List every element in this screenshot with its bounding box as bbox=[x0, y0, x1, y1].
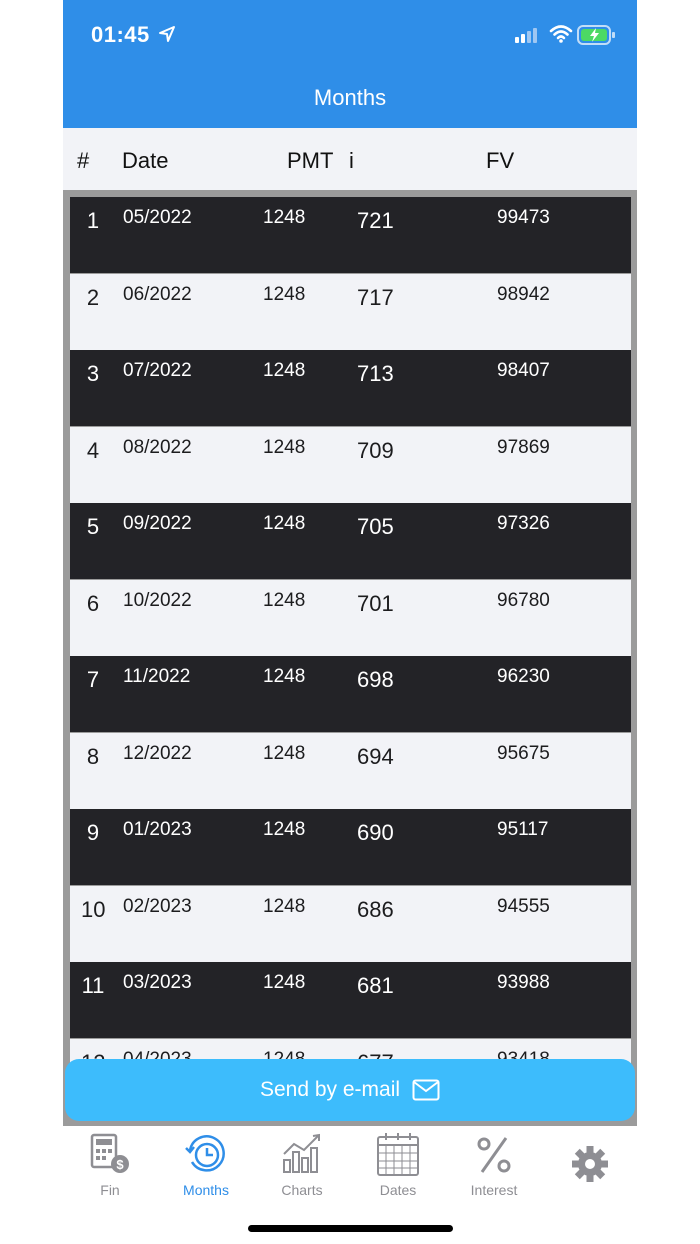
row-number: 11 bbox=[81, 973, 105, 998]
row-interest: 686 bbox=[357, 896, 394, 922]
row-fv: 99473 bbox=[497, 207, 550, 228]
row-number: 4 bbox=[86, 437, 100, 463]
clock-refresh-icon bbox=[182, 1130, 230, 1178]
row-interest: 690 bbox=[357, 820, 394, 845]
row-interest: 681 bbox=[357, 973, 394, 998]
row-number: 8 bbox=[86, 743, 100, 769]
calendar-icon bbox=[374, 1130, 422, 1178]
row-date: 05/2022 bbox=[123, 207, 192, 228]
row-pmt: 1248 bbox=[263, 972, 306, 993]
row-pmt: 1248 bbox=[263, 742, 306, 764]
months-table[interactable] bbox=[70, 197, 631, 1055]
calculator-dollar-icon bbox=[86, 1130, 134, 1178]
months-table-frame bbox=[63, 190, 637, 1126]
tab-months-label: Months bbox=[183, 1182, 229, 1198]
row-interest: 721 bbox=[357, 208, 394, 233]
tab-months[interactable] bbox=[161, 1130, 251, 1198]
header-fv: FV bbox=[486, 148, 515, 173]
table-row[interactable] bbox=[70, 656, 631, 732]
table-row[interactable] bbox=[70, 350, 631, 426]
tab-fin-label: Fin bbox=[100, 1182, 120, 1198]
row-number: 5 bbox=[86, 514, 100, 539]
tab-dates[interactable] bbox=[353, 1130, 443, 1198]
row-pmt: 1248 bbox=[263, 207, 306, 228]
row-pmt: 1248 bbox=[263, 589, 306, 611]
wifi-icon bbox=[549, 24, 573, 44]
battery-charging-icon bbox=[577, 24, 617, 46]
row-interest: 713 bbox=[357, 361, 394, 386]
row-number: 3 bbox=[86, 361, 100, 386]
table-row[interactable] bbox=[70, 580, 631, 656]
row-date: 02/2023 bbox=[123, 895, 192, 917]
row-fv: 93988 bbox=[497, 972, 550, 993]
status-time: 01:45 bbox=[91, 22, 150, 47]
row-interest: 705 bbox=[357, 514, 394, 539]
row-fv: 96780 bbox=[497, 589, 550, 611]
table-row[interactable] bbox=[70, 503, 631, 579]
row-interest: 698 bbox=[357, 667, 394, 692]
row-interest: 717 bbox=[357, 284, 394, 310]
row-pmt: 1248 bbox=[263, 895, 306, 917]
row-date: 08/2022 bbox=[123, 436, 192, 458]
row-fv: 97326 bbox=[497, 513, 550, 534]
row-date: 10/2022 bbox=[123, 589, 192, 611]
tab-fin[interactable] bbox=[65, 1130, 155, 1198]
row-date: 07/2022 bbox=[123, 360, 192, 381]
page-title: Months bbox=[313, 85, 387, 110]
row-date: 01/2023 bbox=[123, 819, 192, 840]
row-number: 6 bbox=[86, 590, 100, 616]
gear-icon bbox=[566, 1130, 614, 1178]
bar-chart-icon bbox=[278, 1130, 326, 1178]
percent-icon bbox=[470, 1130, 518, 1178]
row-interest: 694 bbox=[357, 743, 394, 769]
table-header bbox=[63, 128, 637, 190]
send-email-button[interactable] bbox=[65, 1059, 635, 1121]
table-row[interactable] bbox=[70, 886, 631, 962]
row-date: 12/2022 bbox=[123, 742, 192, 764]
header-pmt: PMT bbox=[287, 148, 334, 173]
table-row[interactable] bbox=[70, 274, 631, 350]
tab-interest-label: Interest bbox=[470, 1182, 518, 1198]
row-pmt: 1248 bbox=[263, 819, 306, 840]
home-indicator[interactable] bbox=[248, 1225, 453, 1232]
tab-settings[interactable] bbox=[545, 1130, 635, 1182]
table-row[interactable] bbox=[70, 197, 631, 273]
tab-charts-label: Charts bbox=[281, 1182, 323, 1198]
row-date: 06/2022 bbox=[123, 283, 192, 305]
row-number: 1 bbox=[86, 208, 100, 233]
row-date: 11/2022 bbox=[123, 666, 191, 687]
row-fv: 98942 bbox=[497, 283, 550, 305]
mail-icon bbox=[412, 1079, 440, 1101]
table-row[interactable] bbox=[70, 809, 631, 885]
tab-dates-label: Dates bbox=[379, 1182, 417, 1198]
row-date: 03/2023 bbox=[123, 972, 192, 993]
row-interest: 701 bbox=[357, 590, 394, 616]
row-fv: 98407 bbox=[497, 360, 550, 381]
row-number: 7 bbox=[86, 667, 100, 692]
row-fv: 97869 bbox=[497, 436, 550, 458]
header-date: Date bbox=[122, 148, 169, 173]
row-pmt: 1248 bbox=[263, 513, 306, 534]
svg-text:$: $ bbox=[116, 1157, 124, 1172]
row-pmt: 1248 bbox=[263, 360, 306, 381]
tab-charts[interactable] bbox=[257, 1130, 347, 1198]
location-arrow-icon bbox=[158, 25, 176, 43]
row-number: 9 bbox=[86, 820, 100, 845]
row-fv: 96230 bbox=[497, 666, 550, 687]
row-fv: 94555 bbox=[497, 895, 550, 917]
header-i: i bbox=[349, 148, 354, 173]
tab-bar bbox=[63, 1126, 637, 1210]
row-pmt: 1248 bbox=[263, 283, 306, 305]
send-email-label: Send by e-mail bbox=[259, 1078, 401, 1101]
app-screen bbox=[63, 0, 637, 1244]
row-pmt: 1248 bbox=[263, 436, 306, 458]
row-interest: 709 bbox=[357, 437, 394, 463]
row-fv: 95675 bbox=[497, 742, 550, 764]
table-row[interactable] bbox=[70, 733, 631, 809]
status-bar bbox=[63, 0, 637, 70]
header-num: # bbox=[77, 148, 90, 173]
table-row[interactable] bbox=[70, 962, 631, 1038]
row-pmt: 1248 bbox=[263, 666, 306, 687]
cellular-signal-icon bbox=[515, 26, 543, 44]
table-row[interactable] bbox=[70, 427, 631, 503]
navigation-bar bbox=[63, 70, 637, 128]
tab-interest[interactable] bbox=[449, 1130, 539, 1198]
row-date: 09/2022 bbox=[123, 513, 192, 534]
row-number: 10 bbox=[81, 896, 106, 922]
row-number: 2 bbox=[86, 284, 100, 310]
row-fv: 95117 bbox=[497, 819, 549, 840]
